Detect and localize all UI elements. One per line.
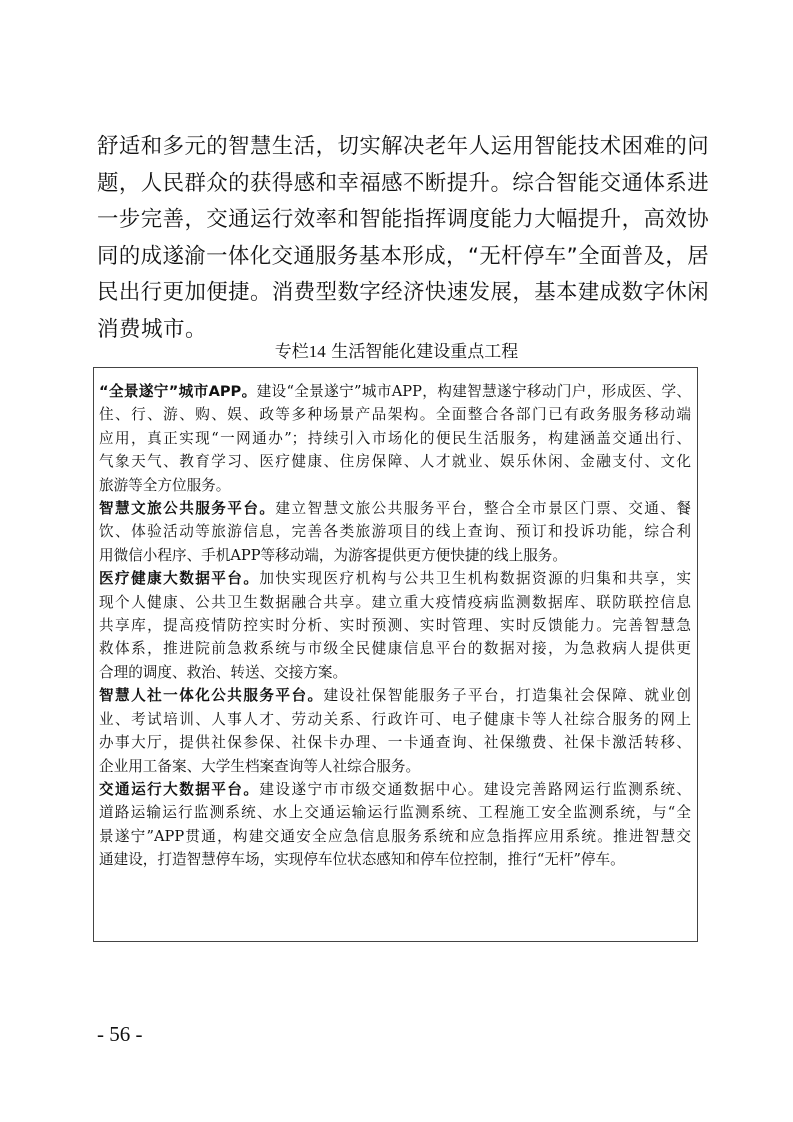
page-number: - 56 -: [97, 1022, 143, 1046]
box-line: 道路运输运行监测系统、水上交通运输运行监测系统、工程施工安全监测系统，与“全: [99, 804, 691, 822]
section-text: 建设社保智能服务子平台，打造集社会保障、就业创: [323, 687, 691, 705]
box-line: 共享库，提高疫情防控实时分析、实时预测、实时管理、实时反馈能力。完善智慧急: [99, 617, 691, 635]
paragraph-line: 民出行更加便捷。消费型数字经济快速发展，基本建成数字休闲: [97, 280, 709, 306]
paragraph-line: 题，人民群众的获得感和幸福感不断提升。综合智能交通体系进: [97, 170, 709, 196]
paragraph-line: 同的成遂渝一体化交通服务基本形成，“无杆停车”全面普及，居: [97, 243, 709, 269]
box-line: 应用，真正实现“一网通办”；持续引入市场化的便民生活服务，构建涵盖交通出行、: [99, 429, 691, 447]
box-line: 合理的调度、救治、转送、交接方案。: [99, 663, 348, 681]
box-line: [99, 778, 691, 801]
section-text: 建设“全景遂宁”城市APP，构建智慧遂宁移动门户，形成医、学、: [256, 383, 691, 400]
box-title-number: 14: [308, 342, 326, 361]
box-line: 气象天气、教育学习、医疗健康、住房保障、人才就业、娱乐休闲、金融支付、文化: [99, 453, 691, 471]
feature-box-content: [99, 380, 691, 872]
box-line: 住、行、游、购、娱、政等多种场景产品架构。全面整合各部门已有政务服务移动端: [99, 406, 691, 424]
box-line: 旅游等全方位服务。: [99, 476, 231, 494]
box-title: [93, 340, 700, 364]
paragraph-line: 舒适和多元的智慧生活，切实解决老年人运用智能技术困难的问: [97, 134, 709, 159]
section-heading: “全景遂宁”城市APP。: [99, 383, 257, 400]
section-heading: 智慧人社一体化公共服务平台。: [99, 687, 324, 705]
paragraph-line: 消费城市。: [97, 316, 207, 342]
box-line: 景遂宁”APP贯通，构建交通安全应急信息服务系统和应急指挥应用系统。推进智慧交: [99, 827, 691, 845]
paragraph-line: 一步完善，交通运行效率和智能指挥调度能力大幅提升，高效协: [97, 207, 709, 233]
box-line: [99, 497, 691, 520]
box-title-text: 生活智能化建设重点工程: [331, 342, 519, 362]
box-line: 企业用工备案、大学生档案查询等人社综合服务。: [99, 757, 421, 775]
box-line: 业、考试培训、人事人才、劳动关系、行政许可、电子健康卡等人社综合服务的网上: [99, 710, 691, 728]
section-text: 建设遂宁市市级交通数据中心。建设完善路网运行监测系统、: [259, 780, 691, 798]
section-text: 建立智慧文旅公共服务平台，整合全市景区门票、交通、餐: [275, 500, 691, 518]
box-line: 通建设，打造智慧停车场，实现停车位状态感知和停车位控制，推行“无杆”停车。: [99, 851, 625, 869]
box-line: 救体系，推进院前急救系统与市级全民健康信息平台的数据对接，为急救病人提供更: [99, 640, 691, 658]
section-heading: 医疗健康大数据平台。: [99, 570, 260, 588]
box-title-prefix: 专栏: [274, 342, 309, 362]
box-line: [99, 567, 691, 590]
body-paragraph: [97, 129, 709, 349]
section-text: 加快实现医疗机构与公共卫生机构数据资源的归集和共享，实: [259, 570, 691, 588]
box-line: 办事大厅，提供社保参保、社保卡办理、一卡通查询、社保缴费、社保卡激活转移、: [99, 734, 691, 752]
box-line: [99, 684, 691, 707]
section-heading: 交通运行大数据平台。: [99, 780, 260, 798]
box-line: 现个人健康、公共卫生数据融合共享。建立重大疫情疫病监测数据库、联防联控信息: [99, 593, 691, 611]
feature-box: [93, 367, 698, 942]
box-line: [99, 380, 691, 403]
box-line: 饮、体验活动等旅游信息，完善各类旅游项目的线上查询、预订和投诉功能，综合利: [99, 523, 691, 541]
box-line: 用微信小程序、手机APP等移动端，为游客提供更方便快捷的线上服务。: [99, 546, 567, 564]
section-heading: 智慧文旅公共服务平台。: [99, 500, 276, 518]
